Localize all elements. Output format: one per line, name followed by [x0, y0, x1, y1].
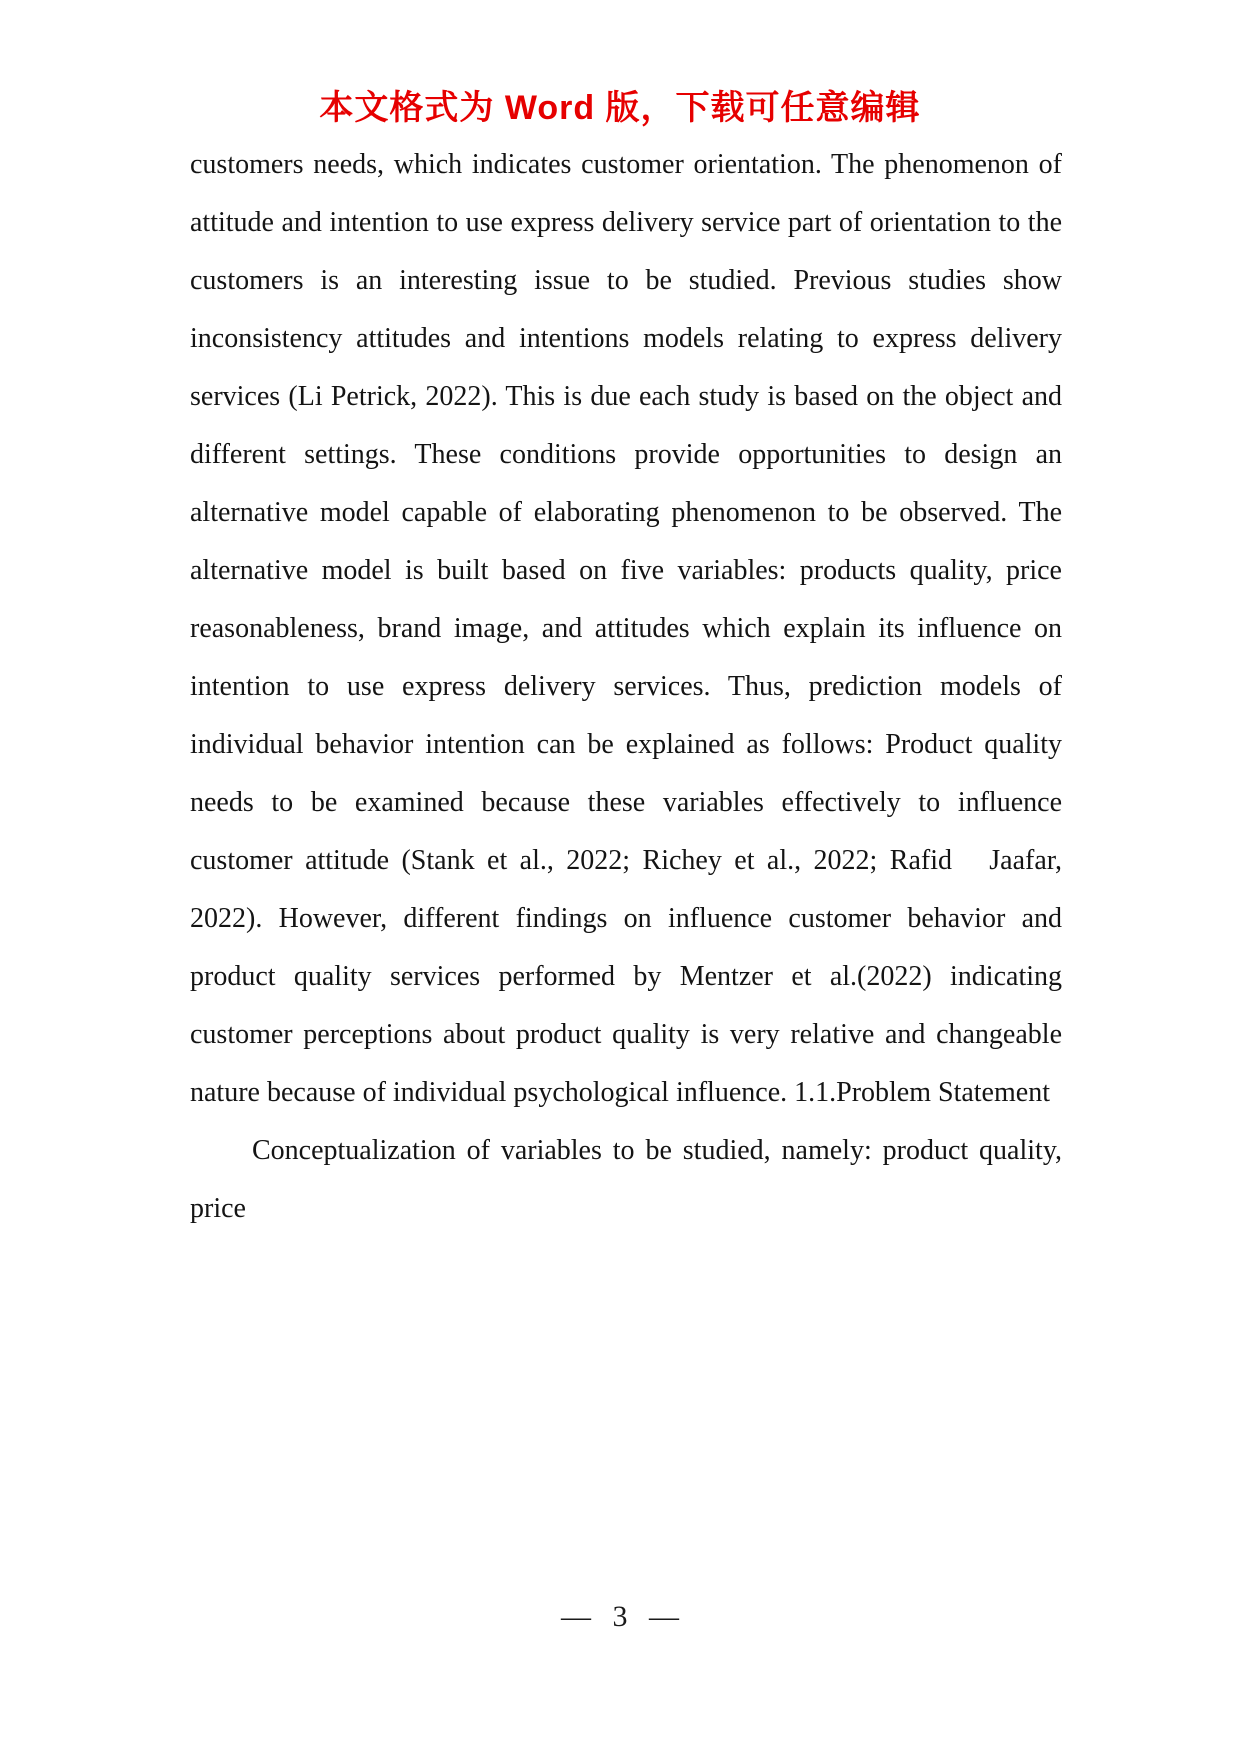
- document-body: [190, 136, 1062, 1238]
- paragraph-body: customers needs, which indicates customer orientation. The phenomenon of attitude and intention to use express delivery service part of orientation to the customers is an interesting issue to be studied. Previous studies show inconsistency attitudes and intentions models relating to express delivery services (Li Petrick, 2022). This is due each study is based on the object and different settings. These conditions provide opportunities to design an alternative model capable of elaborating phenomenon to be observed. The alternative model is built based on five variables: products quality, price reasonableness, brand image, and attitudes which explain its influence on intention to use express delivery services. Thus, prediction models of individual behavior intention can be explained as follows: Product quality needs to be examined because these variables effectively to influence customer attitude (Stank et al., 2022; Richey et al., 2022; Rafid Jaafar, 2022). However, different findings on influence customer behavior and product quality services performed by Mentzer et al.(2022) indicating customer perceptions about product quality is very relative and changeable nature because of individual psychological influence. 1.1.Problem Statement: [190, 149, 1062, 1108]
- header-notice: 本文格式为 Word 版，下载可任意编辑: [319, 89, 921, 127]
- page-number: — 3 —: [561, 1600, 679, 1633]
- paragraph-problem-statement: Conceptualization of variables to be studied, namely: product quality, price: [190, 1135, 1062, 1224]
